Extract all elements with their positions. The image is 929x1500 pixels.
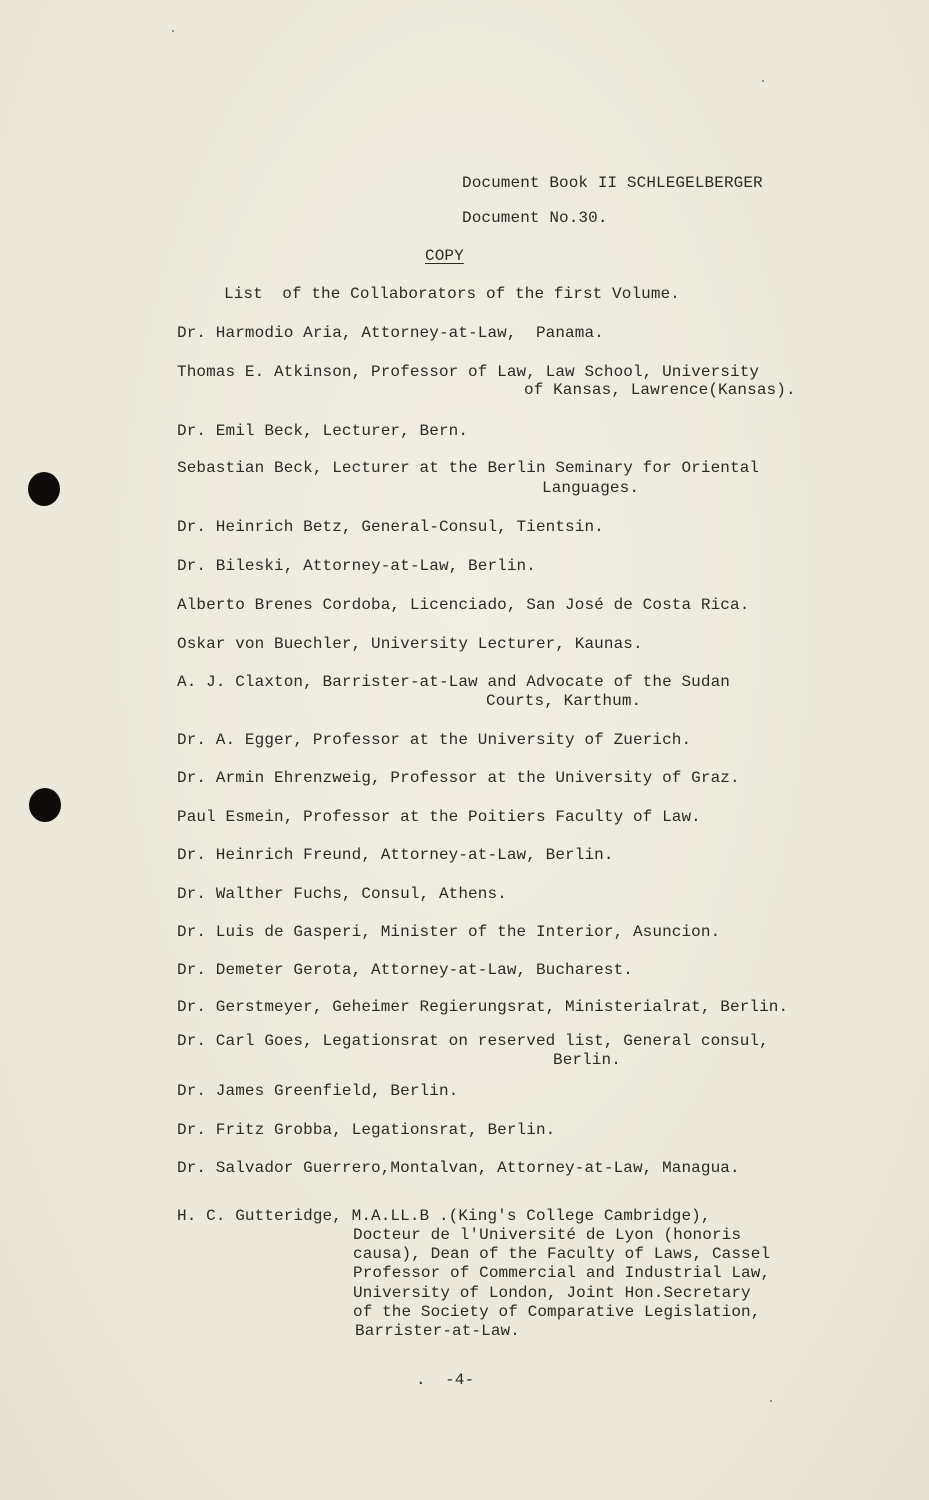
collaborator-entry: Thomas E. Atkinson, Professor of Law, Law School, University: [177, 363, 760, 381]
document-number: Document No.30.: [462, 209, 608, 227]
collaborator-entry-continuation: University of London, Joint Hon.Secretary: [353, 1284, 751, 1302]
collaborator-entry-continuation: Berlin.: [553, 1051, 621, 1069]
collaborator-entry: Sebastian Beck, Lecturer at the Berlin Seminary for Oriental: [177, 459, 760, 477]
list-title: List of the Collaborators of the first Volume.: [224, 285, 680, 303]
collaborator-entry-continuation: of the Society of Comparative Legislation,: [353, 1303, 761, 1321]
collaborator-entry-continuation: Docteur de l'Université de Lyon (honoris: [353, 1226, 742, 1244]
collaborator-entry: A. J. Claxton, Barrister-at-Law and Advocate of the Sudan: [177, 673, 730, 691]
collaborator-entry: Dr. Harmodio Aria, Attorney-at-Law, Panama.: [177, 324, 604, 342]
paper-speck: [762, 80, 764, 82]
collaborator-entry: Dr. Salvador Guerrero,Montalvan, Attorney-at-Law, Managua.: [177, 1159, 740, 1177]
collaborator-entry-continuation: Courts, Karthum.: [486, 692, 642, 710]
collaborator-entry: Dr. Emil Beck, Lecturer, Bern.: [177, 422, 469, 440]
collaborator-entry: Dr. Gerstmeyer, Geheimer Regierungsrat, Ministerialrat, Berlin.: [177, 998, 789, 1016]
collaborator-entry-continuation: causa), Dean of the Faculty of Laws, Cassel: [353, 1245, 771, 1263]
collaborator-entry: Dr. Armin Ehrenzweig, Professor at the University of Graz.: [177, 769, 740, 787]
collaborator-entry: Dr. Heinrich Betz, General-Consul, Tientsin.: [177, 518, 604, 536]
collaborator-entry-continuation: of Kansas, Lawrence(Kansas).: [524, 381, 796, 399]
collaborator-entry-continuation: Professor of Commercial and Industrial Law,: [353, 1264, 771, 1282]
collaborator-entry: Dr. A. Egger, Professor at the University of Zuerich.: [177, 731, 692, 749]
collaborator-entry: Dr. Demeter Gerota, Attorney-at-Law, Bucharest.: [177, 961, 633, 979]
collaborator-entry: Dr. Luis de Gasperi, Minister of the Interior, Asuncion.: [177, 923, 721, 941]
paper-speck: [172, 30, 174, 32]
collaborator-entry: Alberto Brenes Cordoba, Licenciado, San José de Costa Rica.: [177, 596, 750, 614]
copy-label: COPY: [425, 247, 464, 265]
collaborator-entry: Dr. Carl Goes, Legationsrat on reserved list, General consul,: [177, 1032, 769, 1050]
collaborator-entry: Dr. Heinrich Freund, Attorney-at-Law, Berlin.: [177, 846, 614, 864]
page-number: . -4-: [416, 1371, 475, 1389]
collaborator-entry: Dr. James Greenfield, Berlin.: [177, 1082, 459, 1100]
collaborator-entry-continuation: Languages.: [542, 479, 640, 497]
punch-hole-top: [28, 472, 60, 506]
collaborator-entry: Dr. Fritz Grobba, Legationsrat, Berlin.: [177, 1121, 556, 1139]
collaborator-entry: Paul Esmein, Professor at the Poitiers Faculty of Law.: [177, 808, 701, 826]
paper-speck: [770, 1400, 772, 1402]
collaborator-entry: Dr. Walther Fuchs, Consul, Athens.: [177, 885, 507, 903]
collaborator-entry-continuation: Barrister-at-Law.: [355, 1322, 520, 1340]
collaborator-entry: H. C. Gutteridge, M.A.LL.B .(King's College Cambridge),: [177, 1207, 711, 1225]
collaborator-entry: Dr. Bileski, Attorney-at-Law, Berlin.: [177, 557, 536, 575]
collaborator-entry: Oskar von Buechler, University Lecturer, Kaunas.: [177, 635, 643, 653]
document-book-line: Document Book II SCHLEGELBERGER: [462, 174, 763, 192]
punch-hole-bottom: [29, 788, 61, 822]
